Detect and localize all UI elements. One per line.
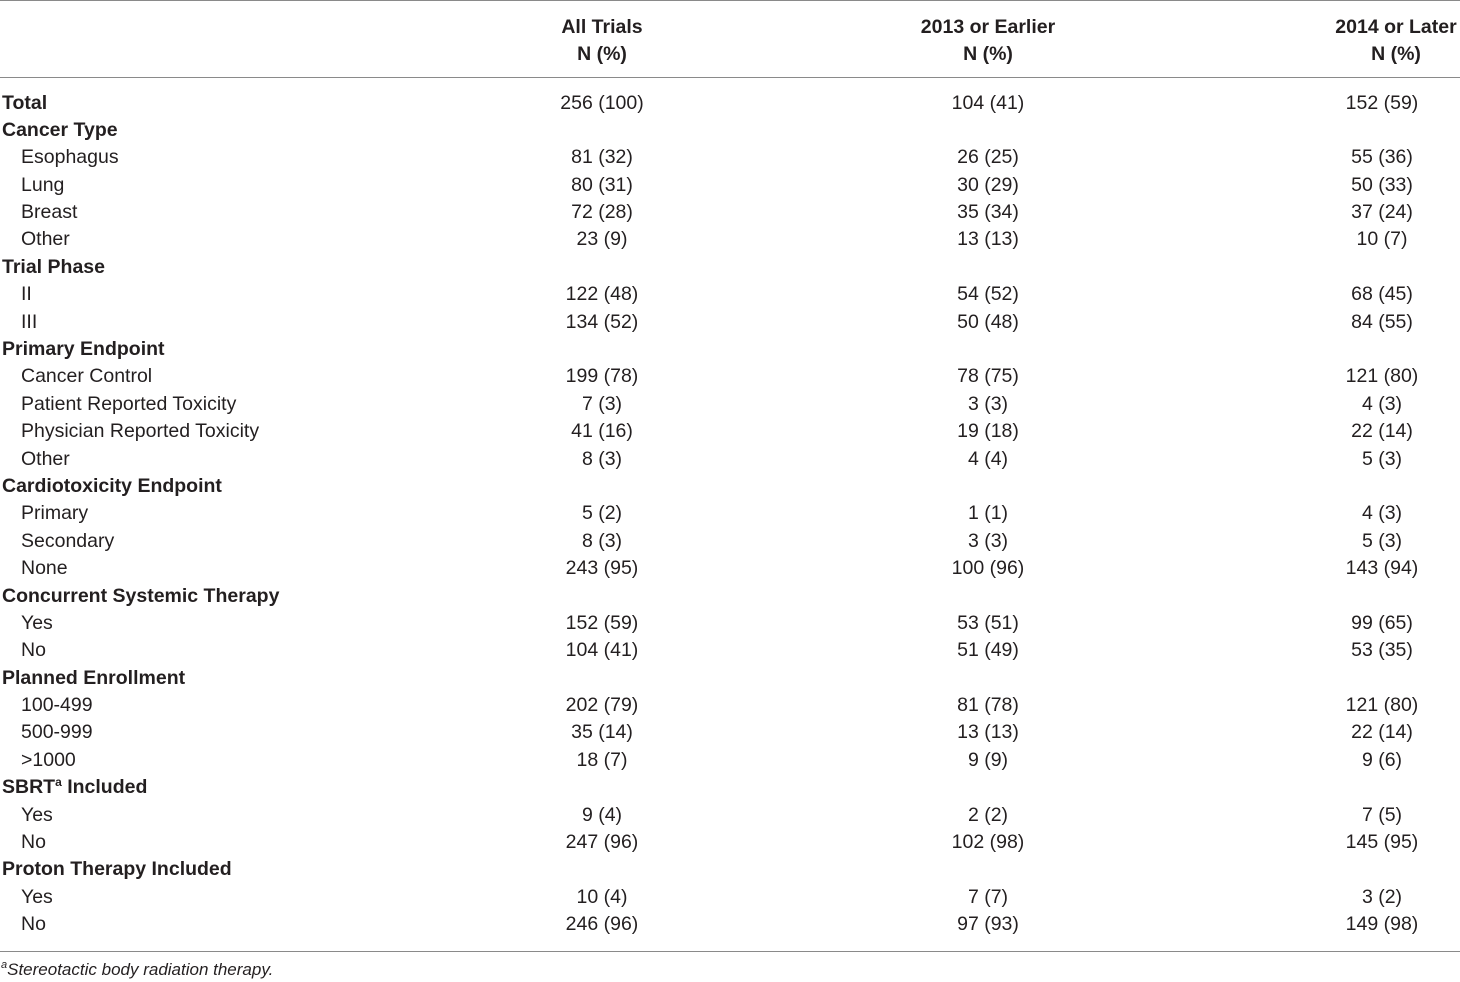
row-label-text: Primary	[21, 502, 89, 525]
cell-2013-or-earlier: 102 (98)	[951, 831, 1025, 854]
cell-2014-or-later: 4 (3)	[1361, 392, 1403, 415]
category-label	[2, 117, 118, 144]
table-category-row	[0, 583, 1460, 610]
cell-2013-or-earlier: 2 (2)	[967, 803, 1009, 826]
cell-all-trials: 7 (3)	[581, 392, 623, 415]
row-label-text: >1000	[21, 748, 76, 771]
table-row	[0, 309, 1460, 336]
column-header-unit: N (%)	[963, 43, 1013, 65]
cell-all-trials: 41 (16)	[571, 420, 633, 443]
cell-all-trials: 202 (79)	[565, 694, 639, 717]
table-row	[0, 911, 1460, 938]
cell-all-trials: 134 (52)	[565, 310, 639, 333]
cell-2014-or-later: 5 (3)	[1361, 529, 1403, 552]
row-label-text: Breast	[21, 201, 78, 224]
cell-all-trials: 247 (96)	[565, 831, 639, 854]
row-label-text: No	[21, 639, 46, 662]
table-row	[0, 144, 1460, 171]
row-label-text: Secondary	[21, 529, 115, 552]
row-label	[21, 829, 46, 856]
table-category-row	[0, 856, 1460, 883]
cell-2013-or-earlier: 81 (78)	[957, 694, 1019, 717]
row-label-text: None	[21, 557, 68, 580]
cell-2014-or-later: 22 (14)	[1351, 420, 1413, 443]
row-label-text: No	[21, 831, 46, 854]
top-rule	[0, 0, 1460, 1]
row-label-text: Planned Enrollment	[2, 666, 186, 689]
cell-all-trials: 243 (95)	[565, 557, 639, 580]
cell-2014-or-later: 9 (6)	[1361, 748, 1403, 771]
cell-2014-or-later: 7 (5)	[1361, 803, 1403, 826]
cell-2013-or-earlier: 3 (3)	[967, 529, 1009, 552]
row-label-text: Other	[21, 228, 70, 251]
category-label	[2, 665, 185, 692]
row-label-text: SBRT	[2, 776, 56, 799]
row-label	[21, 363, 152, 390]
cell-2014-or-later: 121 (80)	[1345, 694, 1419, 717]
row-label	[21, 309, 37, 336]
column-header-2013-or-earlier	[888, 14, 1088, 68]
cell-2013-or-earlier: 97 (93)	[957, 913, 1019, 936]
cell-2013-or-earlier: 26 (25)	[957, 146, 1019, 169]
row-label	[21, 555, 68, 582]
row-label	[21, 528, 114, 555]
row-label-text: Total	[2, 91, 48, 114]
row-label-text: Cancer Type	[2, 118, 118, 141]
footnote-marker: a	[1, 959, 8, 971]
row-label	[21, 747, 76, 774]
row-label-text: Concurrent Systemic Therapy	[2, 584, 280, 607]
table-row	[0, 172, 1460, 199]
row-label-text: Proton Therapy Included	[2, 858, 232, 881]
table-category-row	[0, 336, 1460, 363]
column-header-title: 2013 or Earlier	[920, 16, 1056, 38]
row-label	[21, 719, 93, 746]
cell-all-trials: 35 (14)	[571, 721, 633, 744]
cell-2013-or-earlier: 53 (51)	[957, 611, 1019, 634]
category-label	[2, 473, 222, 500]
row-label	[21, 172, 64, 199]
table-category-row	[0, 774, 1460, 801]
table-row	[0, 281, 1460, 308]
cell-2013-or-earlier: 100 (96)	[951, 557, 1025, 580]
row-label	[2, 90, 47, 117]
cell-2013-or-earlier: 13 (13)	[957, 228, 1019, 251]
bottom-rule	[0, 951, 1460, 952]
table-row	[0, 884, 1460, 911]
cell-2014-or-later: 68 (45)	[1351, 283, 1413, 306]
cell-all-trials: 72 (28)	[571, 201, 633, 224]
cell-2014-or-later: 22 (14)	[1351, 721, 1413, 744]
cell-all-trials: 80 (31)	[571, 173, 633, 196]
cell-all-trials: 23 (9)	[576, 228, 628, 251]
cell-2013-or-earlier: 4 (4)	[967, 447, 1009, 470]
row-label-text: II	[21, 283, 32, 306]
row-label	[21, 692, 93, 719]
row-label-text: Physician Reported Toxicity	[21, 420, 260, 443]
row-label-text: Patient Reported Toxicity	[21, 392, 237, 415]
table-row	[0, 747, 1460, 774]
cell-2014-or-later: 143 (94)	[1345, 557, 1419, 580]
cell-2013-or-earlier: 30 (29)	[957, 173, 1019, 196]
cell-2014-or-later: 3 (2)	[1361, 885, 1403, 908]
table-row	[0, 555, 1460, 582]
cell-2014-or-later: 55 (36)	[1351, 146, 1413, 169]
row-label	[21, 500, 88, 527]
cell-all-trials: 81 (32)	[571, 146, 633, 169]
cell-all-trials: 104 (41)	[565, 639, 639, 662]
table-row	[0, 802, 1460, 829]
cell-2014-or-later: 53 (35)	[1351, 639, 1413, 662]
footnote-marker: a	[55, 775, 62, 790]
table-category-row	[0, 665, 1460, 692]
header-rule	[0, 77, 1460, 78]
table-row	[0, 528, 1460, 555]
cell-all-trials: 10 (4)	[576, 885, 628, 908]
category-label	[2, 254, 105, 281]
row-label-text: Yes	[21, 803, 53, 826]
cell-2014-or-later: 152 (59)	[1345, 91, 1419, 114]
cell-all-trials: 199 (78)	[565, 365, 639, 388]
cell-2014-or-later: 50 (33)	[1351, 173, 1413, 196]
table-row	[0, 610, 1460, 637]
table-row	[0, 829, 1460, 856]
row-label-text: 500-999	[21, 721, 93, 744]
column-header-unit: N (%)	[1371, 43, 1421, 65]
row-label-suffix: Included	[61, 776, 148, 799]
row-label-text: III	[21, 310, 38, 333]
row-label	[21, 199, 77, 226]
cell-2014-or-later: 145 (95)	[1345, 831, 1419, 854]
cell-2013-or-earlier: 51 (49)	[957, 639, 1019, 662]
cell-2014-or-later: 121 (80)	[1345, 365, 1419, 388]
cell-2013-or-earlier: 50 (48)	[957, 310, 1019, 333]
cell-all-trials: 8 (3)	[581, 447, 623, 470]
footnote-text: Stereotactic body radiation therapy.	[7, 960, 274, 979]
row-label-text: Cardiotoxicity Endpoint	[2, 474, 222, 497]
row-label	[21, 281, 32, 308]
table-category-row	[0, 254, 1460, 281]
table-row	[0, 446, 1460, 473]
row-label	[21, 144, 119, 171]
table-row	[0, 391, 1460, 418]
row-label-text: Cancer Control	[21, 365, 153, 388]
cell-all-trials: 8 (3)	[581, 529, 623, 552]
table-body	[0, 90, 1460, 939]
cell-2014-or-later: 37 (24)	[1351, 201, 1413, 224]
row-label-text: No	[21, 913, 46, 936]
column-header-all-trials	[502, 14, 702, 68]
cell-2013-or-earlier: 35 (34)	[957, 201, 1019, 224]
table-row	[0, 226, 1460, 253]
table-row	[0, 719, 1460, 746]
row-label	[21, 911, 46, 938]
category-label	[2, 336, 165, 363]
cell-all-trials: 246 (96)	[565, 913, 639, 936]
cell-2014-or-later: 10 (7)	[1356, 228, 1408, 251]
cell-all-trials: 18 (7)	[576, 748, 628, 771]
row-label-text: Yes	[21, 885, 53, 908]
cell-2014-or-later: 99 (65)	[1351, 611, 1413, 634]
row-label-text: 100-499	[21, 694, 93, 717]
cell-2013-or-earlier: 7 (7)	[967, 885, 1009, 908]
table-row	[0, 500, 1460, 527]
cell-2013-or-earlier: 3 (3)	[967, 392, 1009, 415]
table-row	[0, 363, 1460, 390]
column-header-title: All Trials	[561, 16, 643, 38]
cell-all-trials: 256 (100)	[560, 91, 644, 114]
cell-2013-or-earlier: 54 (52)	[957, 283, 1019, 306]
cell-all-trials: 5 (2)	[581, 502, 623, 525]
table-row	[0, 199, 1460, 226]
category-label	[2, 856, 232, 883]
row-label-text: Other	[21, 447, 70, 470]
cell-2014-or-later: 149 (98)	[1345, 913, 1419, 936]
category-label	[2, 583, 279, 610]
row-label-text: Lung	[21, 173, 65, 196]
table-row	[0, 637, 1460, 664]
row-label	[21, 446, 70, 473]
category-label	[2, 774, 147, 801]
cell-2014-or-later: 84 (55)	[1351, 310, 1413, 333]
row-label	[21, 391, 236, 418]
row-label	[21, 226, 70, 253]
row-label-text: Primary Endpoint	[2, 338, 165, 361]
table-category-row	[0, 473, 1460, 500]
table-row	[0, 692, 1460, 719]
table-total-row	[0, 90, 1460, 117]
cell-all-trials: 152 (59)	[565, 611, 639, 634]
cell-all-trials: 122 (48)	[565, 283, 639, 306]
cell-2013-or-earlier: 78 (75)	[957, 365, 1019, 388]
column-header-title: 2014 or Later	[1335, 16, 1457, 38]
cell-2013-or-earlier: 9 (9)	[967, 748, 1009, 771]
table-row	[0, 418, 1460, 445]
row-label	[21, 802, 53, 829]
row-label	[21, 637, 46, 664]
cell-2014-or-later: 4 (3)	[1361, 502, 1403, 525]
row-label-text: Trial Phase	[2, 255, 105, 278]
cell-2014-or-later: 5 (3)	[1361, 447, 1403, 470]
row-label	[21, 884, 53, 911]
row-label-text: Yes	[21, 611, 53, 634]
row-label-text: Esophagus	[21, 146, 119, 169]
cell-all-trials: 9 (4)	[581, 803, 623, 826]
cell-2013-or-earlier: 104 (41)	[951, 91, 1025, 114]
row-label	[21, 418, 259, 445]
row-label	[21, 610, 53, 637]
cell-2013-or-earlier: 19 (18)	[957, 420, 1019, 443]
table-category-row	[0, 117, 1460, 144]
cell-2013-or-earlier: 1 (1)	[967, 502, 1009, 525]
column-header-2014-or-later	[1296, 14, 1460, 68]
footnote	[1, 958, 273, 982]
cell-2013-or-earlier: 13 (13)	[957, 721, 1019, 744]
column-header-unit: N (%)	[577, 43, 627, 65]
